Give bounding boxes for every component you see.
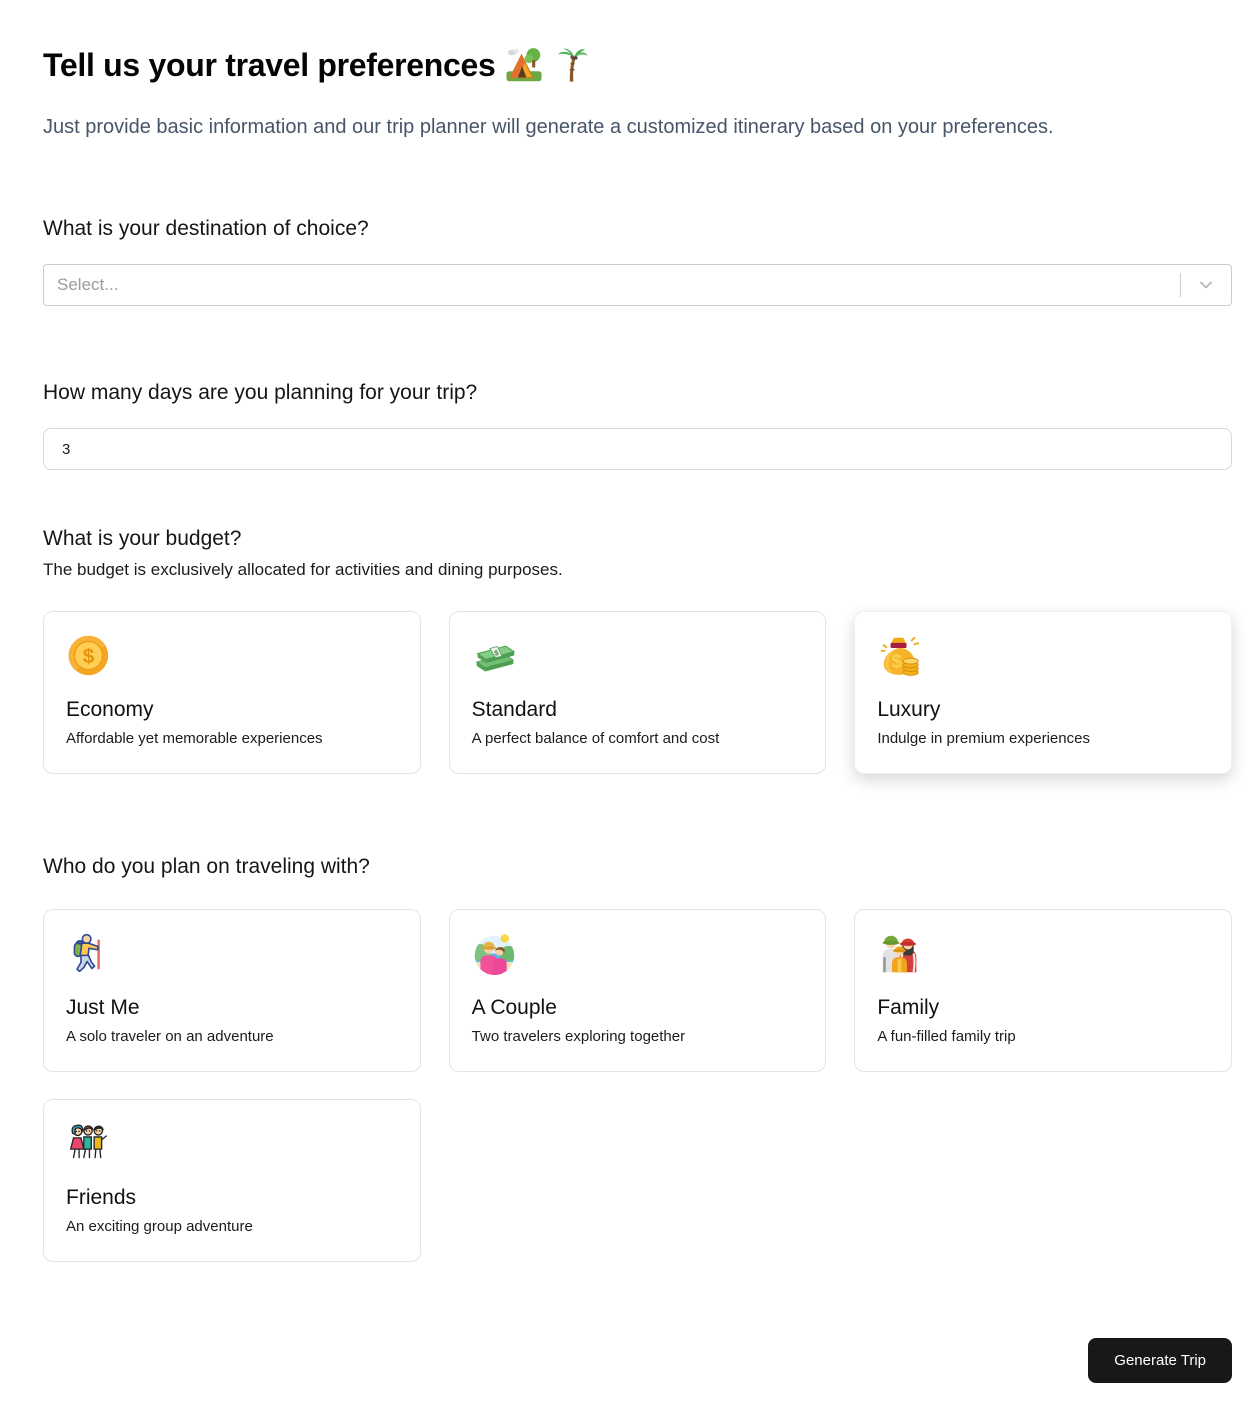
budget-options	[43, 611, 1232, 774]
generate-trip-button[interactable]: Generate Trip	[1088, 1338, 1232, 1383]
budget-note: The budget is exclusively allocated for activities and dining purposes.	[43, 560, 563, 579]
companions-question: Who do you plan on traveling with?	[43, 855, 370, 878]
money-bag-icon	[877, 633, 922, 678]
budget-option-standard[interactable]	[449, 611, 827, 774]
destination-select-placeholder: Select...	[57, 275, 119, 294]
card-desc: A perfect balance of comfort and cost	[471, 730, 720, 747]
companion-options	[43, 909, 1232, 1262]
hiker-icon	[66, 931, 111, 976]
card-title: Standard	[471, 698, 557, 721]
svg-text:$: $	[82, 645, 95, 668]
camping-icon	[504, 45, 544, 85]
page-title-text: Tell us your travel preferences	[43, 46, 496, 83]
budget-option-luxury[interactable]	[854, 611, 1232, 774]
budget-section	[43, 527, 1232, 774]
svg-text:$: $	[891, 650, 903, 672]
companion-option-family[interactable]	[854, 909, 1232, 1072]
coin-icon	[66, 633, 111, 678]
page-subtitle: Just provide basic information and our trip planner will generate a customized itinerary based on your preferences.	[43, 116, 1054, 138]
card-title: Friends	[66, 1186, 137, 1209]
card-title: Luxury	[877, 698, 941, 721]
card-desc: A solo traveler on an adventure	[66, 1028, 274, 1045]
budget-option-economy[interactable]	[43, 611, 421, 774]
card-desc: An exciting group adventure	[66, 1218, 253, 1235]
days-section	[43, 381, 1232, 470]
companion-option-a-couple[interactable]	[449, 909, 827, 1072]
chevron-down-icon[interactable]	[1181, 275, 1231, 295]
family-icon	[877, 931, 922, 976]
card-desc: Two travelers exploring together	[471, 1028, 686, 1045]
days-question: How many days are you planning for your trip?	[43, 381, 478, 404]
companions-section	[43, 855, 1232, 1262]
card-title: A Couple	[471, 996, 557, 1019]
card-title: Economy	[66, 698, 154, 721]
card-desc: Indulge in premium experiences	[877, 730, 1090, 747]
couple-icon	[472, 931, 517, 976]
destination-select[interactable]	[43, 264, 1232, 306]
days-input[interactable]	[43, 428, 1232, 470]
banknotes-icon	[472, 633, 517, 678]
card-desc: Affordable yet memorable experiences	[66, 730, 323, 747]
svg-text:$: $	[492, 648, 500, 658]
page-title	[43, 45, 1232, 85]
friends-icon	[66, 1121, 111, 1166]
palm-tree-icon	[552, 46, 590, 84]
destination-question: What is your destination of choice?	[43, 217, 369, 240]
card-desc: A fun-filled family trip	[877, 1028, 1016, 1045]
budget-question: What is your budget?	[43, 527, 242, 550]
card-title: Family	[877, 996, 940, 1019]
companion-option-just-me[interactable]	[43, 909, 421, 1072]
destination-section	[43, 217, 1232, 306]
card-title: Just Me	[66, 996, 140, 1019]
companion-option-friends[interactable]	[43, 1099, 421, 1262]
